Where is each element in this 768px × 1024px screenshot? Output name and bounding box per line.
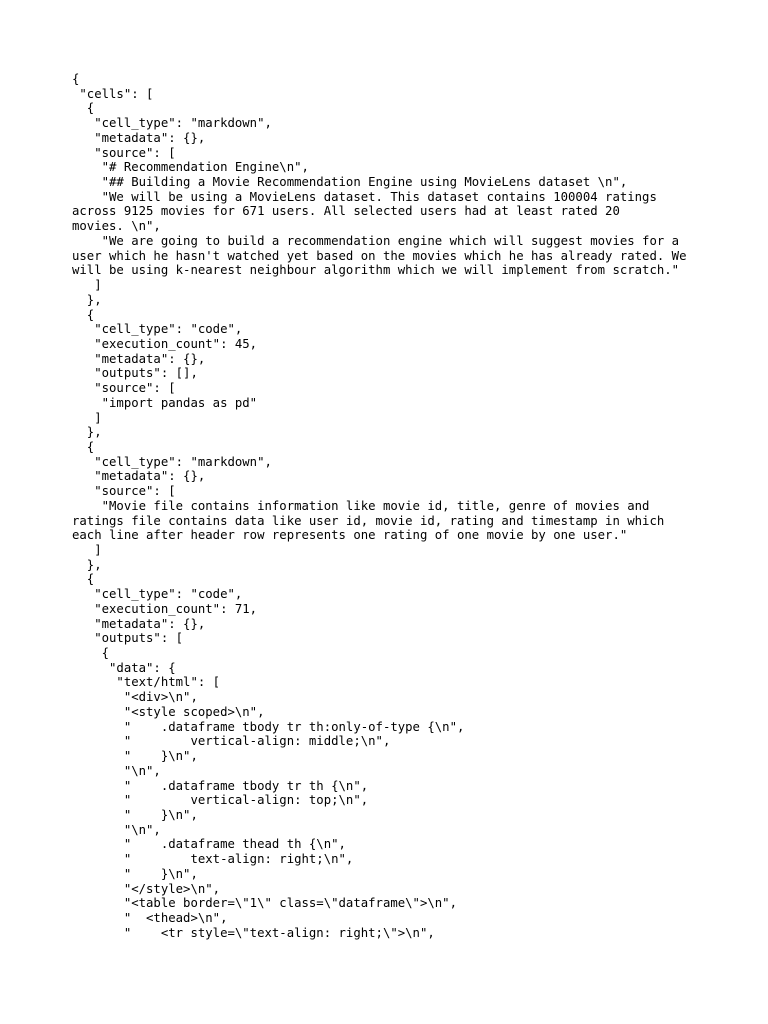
document-line: "metadata": {}, (72, 469, 206, 484)
document-line: "We are going to build a recommendation engine which will suggest movies for a (72, 233, 680, 248)
document-line: "import pandas as pd" (72, 395, 258, 410)
document-line: "metadata": {}, (72, 351, 206, 366)
document-line: "</style>\n", (72, 881, 221, 896)
document-line: " <thead>\n", (72, 910, 228, 925)
document-line: "<table border=\"1\" class=\"dataframe\">\n", (72, 896, 457, 911)
document-line: "source": [ (72, 484, 176, 499)
document-line: across 9125 movies for 671 users. All selected users had at least rated 20 (72, 204, 620, 219)
document-line: "outputs": [ (72, 631, 184, 646)
document-line: " .dataframe tbody tr th {\n", (72, 778, 369, 793)
document-line: "metadata": {}, (72, 616, 206, 631)
document-line: }, (72, 292, 102, 307)
document-line: "\n", (72, 763, 161, 778)
document-line: "<style scoped>\n", (72, 704, 265, 719)
document-line: "# Recommendation Engine\n", (72, 160, 309, 175)
document-line: "data": { (72, 660, 176, 675)
document-line: "cell_type": "markdown", (72, 454, 272, 469)
document-line: movies. \n", (72, 219, 161, 234)
document-line: "outputs": [], (72, 366, 198, 381)
document-line: " <tr style=\"text-align: right;\">\n", (72, 925, 435, 940)
document-line: " text-align: right;\n", (72, 852, 354, 867)
document-line: "source": [ (72, 381, 176, 396)
document-line: each line after header row represents one rating of one movie by one user." (72, 528, 628, 543)
document-line: { (72, 439, 95, 454)
document-line: { (72, 72, 80, 86)
document-line: "metadata": {}, (72, 130, 206, 145)
document-line: " vertical-align: middle;\n", (72, 734, 391, 749)
document-line: ] (72, 410, 102, 425)
document-line: ratings file contains data like user id, movie id, rating and timestamp in which (72, 513, 665, 528)
document-line: "cell_type": "markdown", (72, 116, 272, 131)
document-line: }, (72, 557, 102, 572)
document-line: "cell_type": "code", (72, 587, 243, 602)
document-line: "## Building a Movie Recommendation Engine using MovieLens dataset \n", (72, 175, 628, 190)
document-line: " }\n", (72, 866, 198, 881)
document-line: "cell_type": "code", (72, 322, 243, 337)
document-line: "Movie file contains information like movie id, title, genre of movies and (72, 498, 650, 513)
document-line: { (72, 101, 95, 116)
document-line: ] (72, 543, 102, 557)
document-line: "execution_count": 45, (72, 336, 258, 351)
document-line: will be using k-nearest neighbour algorithm which we will implement from scratch." (72, 263, 680, 278)
document-line: " vertical-align: top;\n", (72, 793, 369, 808)
document-line: "We will be using a MovieLens dataset. This dataset contains 100004 ratings (72, 189, 657, 204)
document-line: "\n", (72, 822, 161, 837)
document-line: "execution_count": 71, (72, 601, 258, 616)
document-line: ] (72, 278, 102, 293)
document-line: { (72, 572, 95, 587)
document-line: "text/html": [ (72, 675, 221, 690)
document-line: " .dataframe tbody tr th:only-of-type {\n", (72, 719, 465, 734)
document-line: { (72, 307, 95, 322)
document-line: }, (72, 425, 102, 440)
document-line: "<div>\n", (72, 690, 198, 705)
document-line: { (72, 646, 110, 661)
document-line: user which he hasn't watched yet based on the movies which he has already rated. We (72, 248, 687, 263)
notebook-json-document (72, 72, 712, 940)
document-line: " }\n", (72, 807, 198, 822)
document-line: " }\n", (72, 749, 198, 764)
document-line: "source": [ (72, 145, 176, 160)
document-line: "cells": [ (72, 86, 154, 101)
document-line: " .dataframe thead th {\n", (72, 837, 346, 852)
